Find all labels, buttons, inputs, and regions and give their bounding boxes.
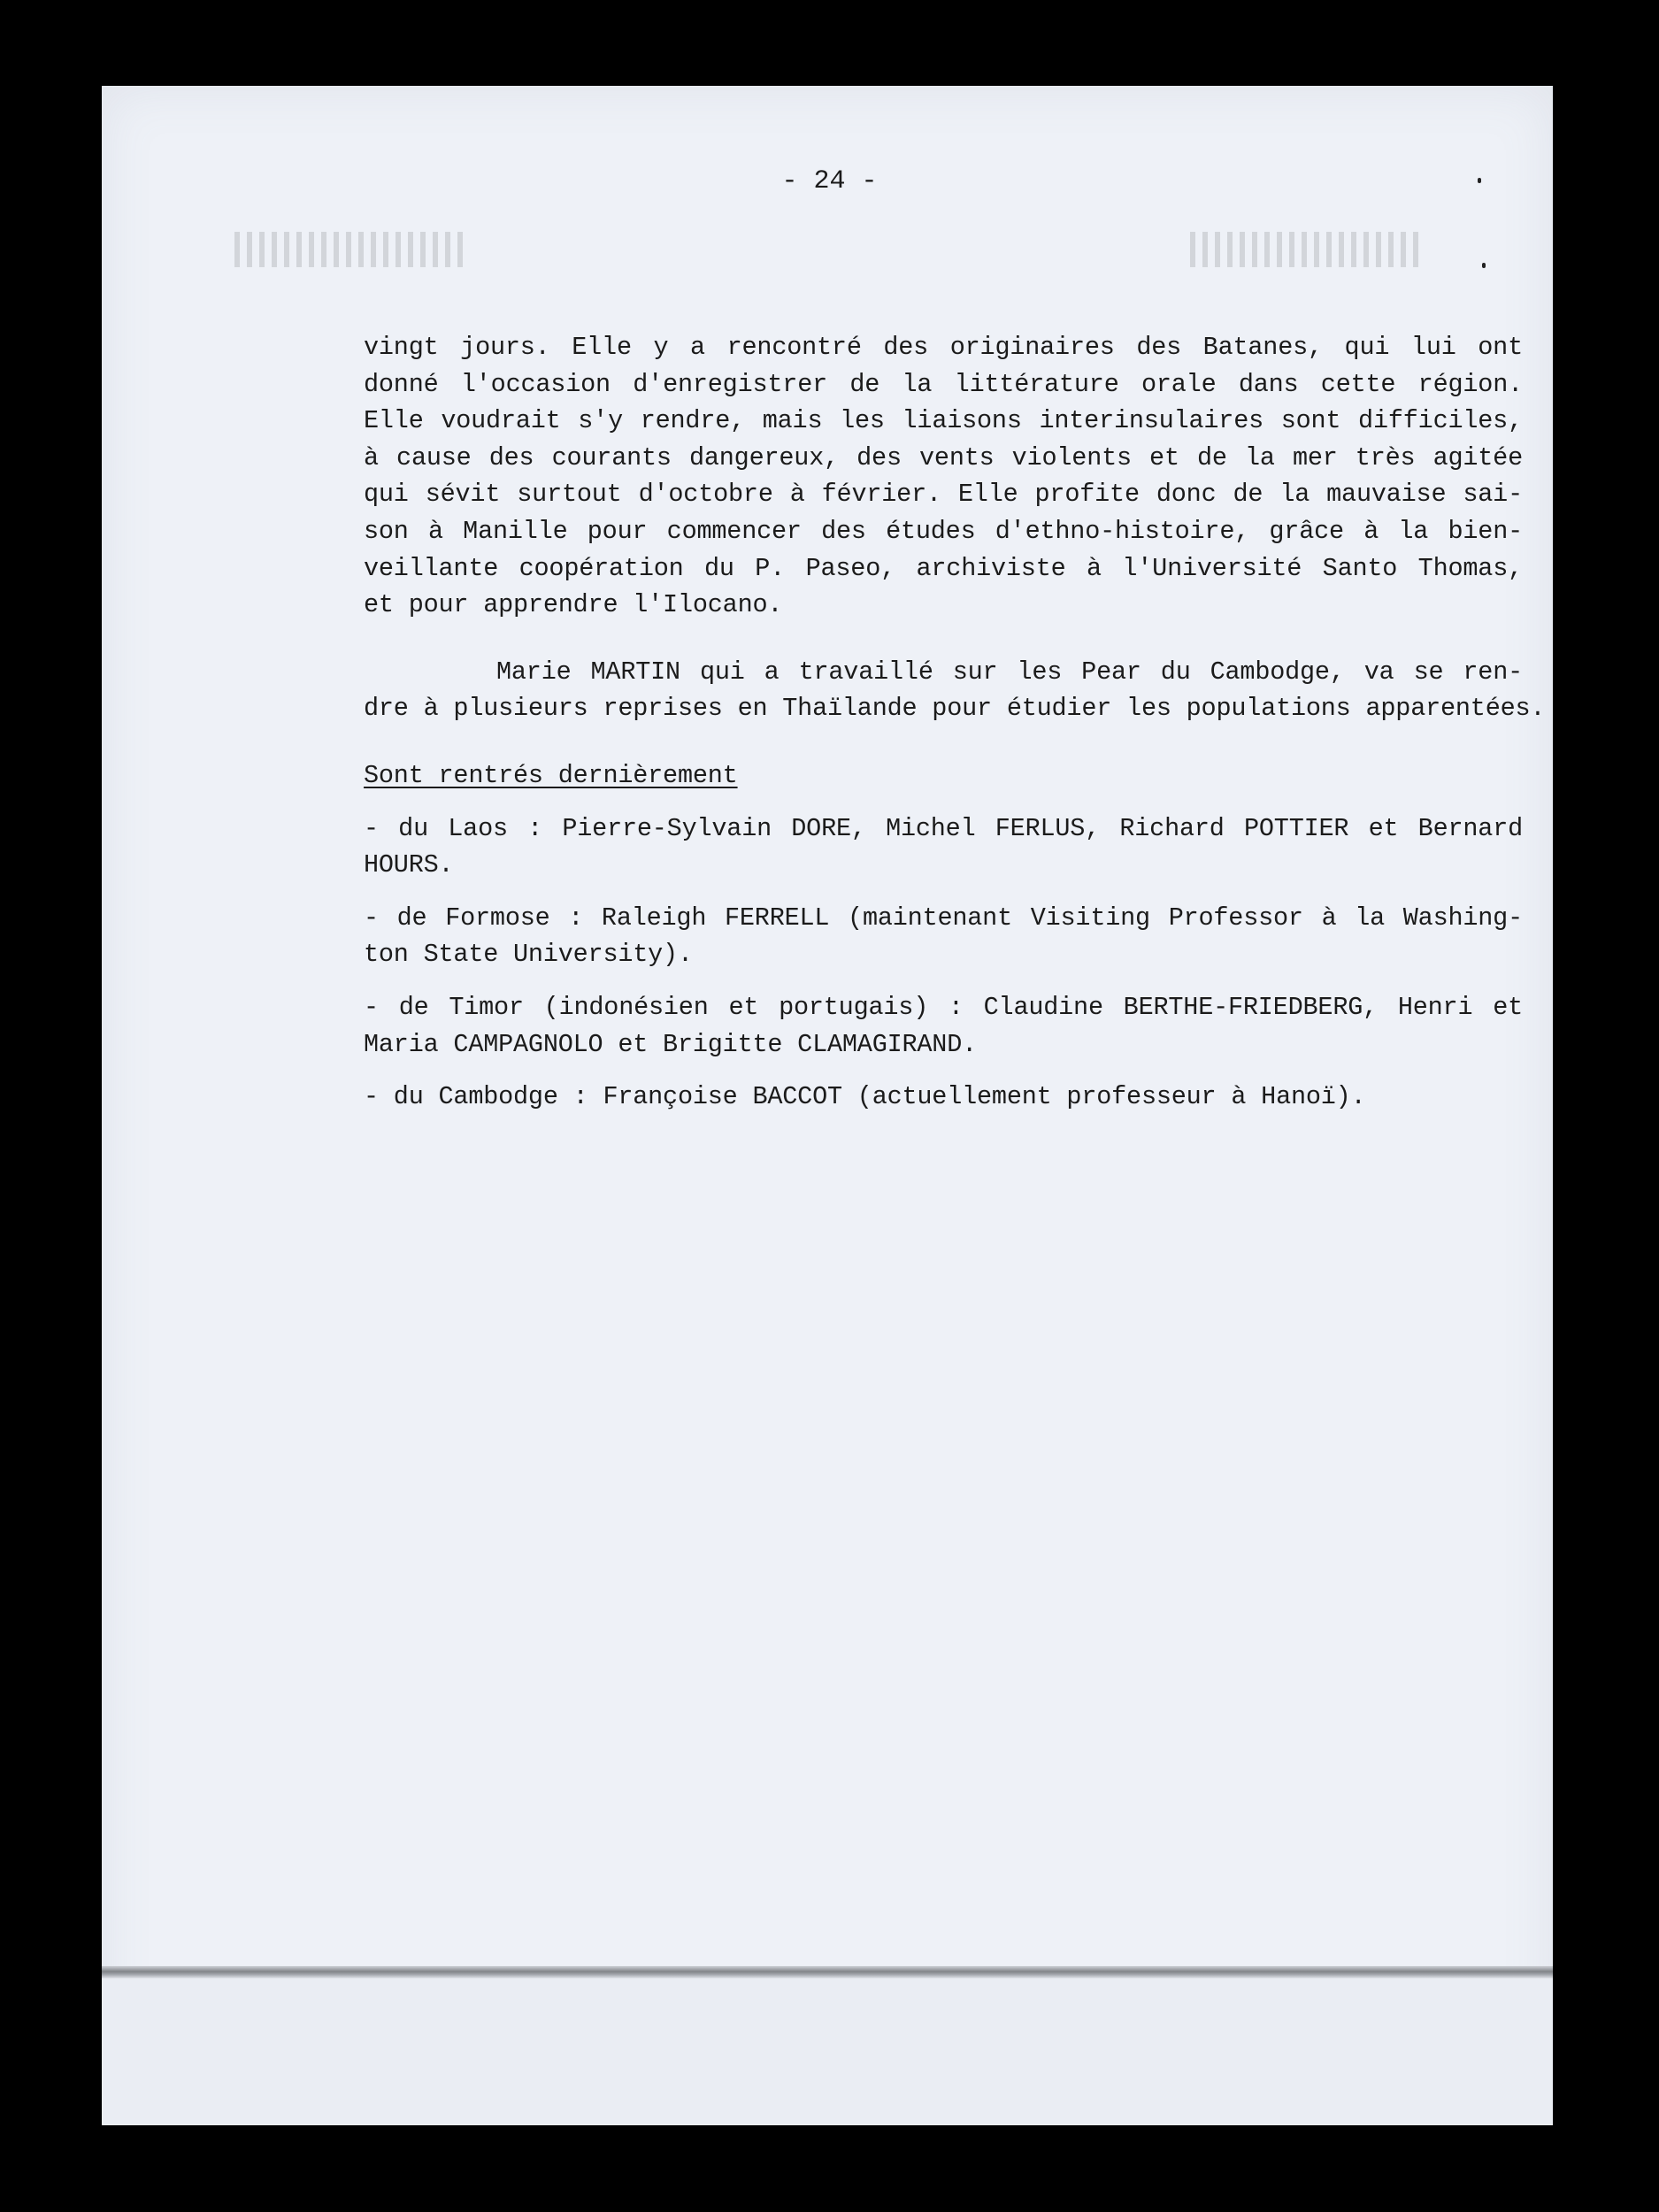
- text-line: - du Laos : Pierre-Sylvain DORE, Michel FERLUS, Richard POTTIER et Bernard: [364, 813, 1523, 843]
- text-line: et pour apprendre l'Ilocano.: [364, 590, 783, 620]
- text-line: Marie MARTIN qui a travaillé sur les Pear du Cambodge, va se ren-: [496, 657, 1523, 687]
- bleed-through-mark-left: [234, 232, 465, 267]
- paragraph-gap: [364, 1063, 1523, 1079]
- text-line: - de Timor (indonésien et portugais) : Claudine BERTHE-FRIEDBERG, Henri et: [364, 992, 1523, 1022]
- text-line: son à Manille pour commencer des études d'ethno-histoire, grâce à la bien-: [364, 516, 1523, 546]
- text-line: - du Cambodge : Françoise BACCOT (actuellement professeur à Hanoï).: [364, 1082, 1366, 1112]
- section-heading: Sont rentrés dernièrement: [364, 760, 738, 790]
- paragraph-2: [364, 654, 1546, 727]
- bleed-through-mark-right: [1190, 232, 1420, 267]
- text-line: veillante coopération du P. Paseo, archiviste à l'Université Santo Thomas,: [364, 553, 1523, 583]
- paragraph-gap: [364, 973, 1523, 989]
- text-line: Maria CAMPAGNOLO et Brigitte CLAMAGIRAND.: [364, 1029, 978, 1059]
- text-line: HOURS.: [364, 850, 454, 880]
- paragraph-gap: [364, 884, 1523, 900]
- text-line: qui sévit surtout d'octobre à février. Elle profite donc de la mauvaise sai-: [364, 480, 1523, 510]
- page-fold-line: [102, 1966, 1553, 1978]
- page-lower-flap: [102, 1978, 1553, 2125]
- text-line: ton State University).: [364, 940, 693, 970]
- page-number: - 24 -: [781, 166, 878, 196]
- paragraph-gap: [364, 727, 1523, 757]
- text-line: dre à plusieurs reprises en Thaïlande pour étudier les populations apparentées.: [364, 694, 1546, 724]
- ink-speck: [1482, 263, 1486, 268]
- list-item: [364, 989, 1523, 1063]
- text-line: Elle voudrait s'y rendre, mais les liaisons interinsulaires sont difficiles,: [364, 406, 1523, 436]
- list-item: [364, 1079, 1523, 1116]
- list-item: [364, 900, 1523, 973]
- paragraph-gap: [364, 795, 1523, 810]
- list-item: [364, 810, 1523, 884]
- paragraph-gap: [364, 624, 1523, 654]
- text-line: - de Formose : Raleigh FERRELL (maintenant Visiting Professor à la Washing-: [364, 902, 1523, 933]
- body-text: [364, 329, 1546, 1116]
- returns-list: [364, 810, 1523, 1116]
- text-line: vingt jours. Elle y a rencontré des originaires des Batanes, qui lui ont: [364, 333, 1523, 362]
- text-line: à cause des courants dangereux, des vents violents et de la mer très agitée: [364, 442, 1523, 472]
- paragraph-1: [364, 329, 1523, 624]
- text-line: donné l'occasion d'enregistrer de la littérature orale dans cette région.: [364, 369, 1523, 399]
